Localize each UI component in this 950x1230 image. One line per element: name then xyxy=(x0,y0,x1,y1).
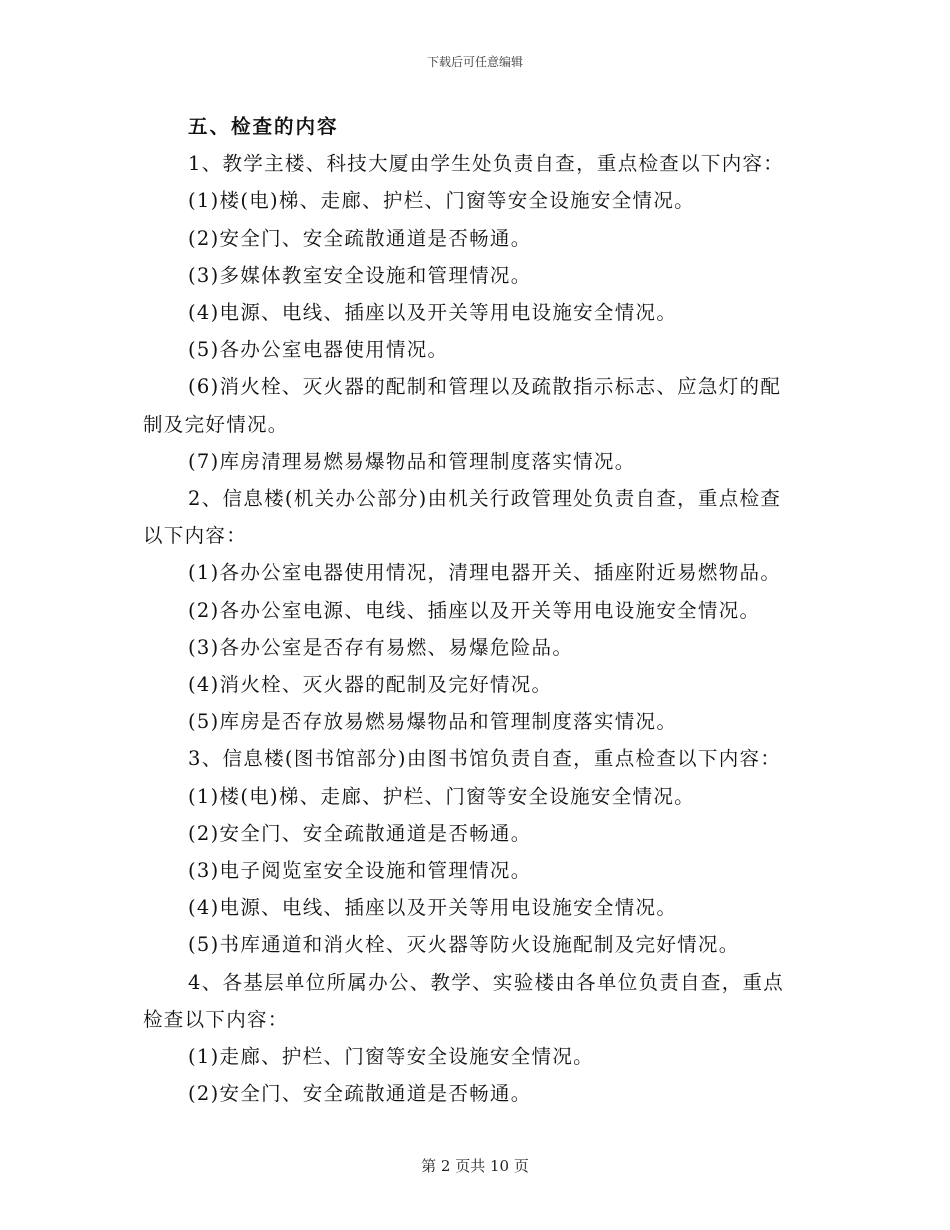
text-line: (3)多媒体教室安全设施和管理情况。 xyxy=(188,263,532,287)
text-line: (4)消火栓、灭火器的配制及完好情况。 xyxy=(188,673,553,697)
text-line: (2)安全门、安全疏散通道是否畅通。 xyxy=(188,226,532,250)
text-line: 制及完好情况。 xyxy=(143,412,289,436)
text-line: 以下内容： xyxy=(143,524,248,548)
text-line: (1)走廊、护栏、门窗等安全设施安全情况。 xyxy=(188,1045,594,1069)
text-line: (2)安全门、安全疏散通道是否畅通。 xyxy=(188,1082,532,1106)
text-line: (4)电源、电线、插座以及开关等用电设施安全情况。 xyxy=(188,301,678,325)
text-line: (5)各办公室电器使用情况。 xyxy=(188,338,449,362)
page-footer: 第 2 页共 10 页 xyxy=(421,1157,529,1175)
text-line: 4、各基层单位所属办公、教学、实验楼由各单位负责自查，重点 xyxy=(188,970,785,994)
document-body xyxy=(143,108,809,1112)
text-line: (1)楼(电)梯、走廊、护栏、门窗等安全设施安全情况。 xyxy=(188,189,695,213)
text-line: (2)各办公室电源、电线、插座以及开关等用电设施安全情况。 xyxy=(188,598,761,622)
text-line: 2、信息楼(机关办公部分)由机关行政管理处负责自查，重点检查 xyxy=(188,487,782,511)
text-line: (7)库房清理易燃易爆物品和管理制度落实情况。 xyxy=(188,449,636,473)
text-line: (5)库房是否存放易燃易爆物品和管理制度落实情况。 xyxy=(188,710,678,734)
paragraph-lines xyxy=(143,145,809,1112)
text-line: 3、信息楼(图书馆部分)由图书馆负责自查，重点检查以下内容： xyxy=(188,747,782,771)
text-line: (3)各办公室是否存有易燃、易爆危险品。 xyxy=(188,635,574,659)
text-line: (2)安全门、安全疏散通道是否畅通。 xyxy=(188,821,532,845)
text-line: (1)楼(电)梯、走廊、护栏、门窗等安全设施安全情况。 xyxy=(188,784,695,808)
text-line: 检查以下内容： xyxy=(143,1007,289,1031)
page-header: 下载后可任意编辑 xyxy=(426,55,523,69)
text-line: (6)消火栓、灭火器的配制和管理以及疏散指示标志、应急灯的配 xyxy=(188,375,782,399)
text-line: (4)电源、电线、插座以及开关等用电设施安全情况。 xyxy=(188,896,678,920)
text-line: (3)电子阅览室安全设施和管理情况。 xyxy=(188,859,532,883)
text-line: 1、教学主楼、科技大厦由学生处负责自查，重点检查以下内容： xyxy=(188,152,785,176)
text-line: (5)书库通道和消火栓、灭火器等防火设施配制及完好情况。 xyxy=(188,933,740,957)
text-line: (1)各办公室电器使用情况，清理电器开关、插座附近易燃物品。 xyxy=(188,561,782,585)
section-heading: 五、检查的内容 xyxy=(188,115,339,138)
